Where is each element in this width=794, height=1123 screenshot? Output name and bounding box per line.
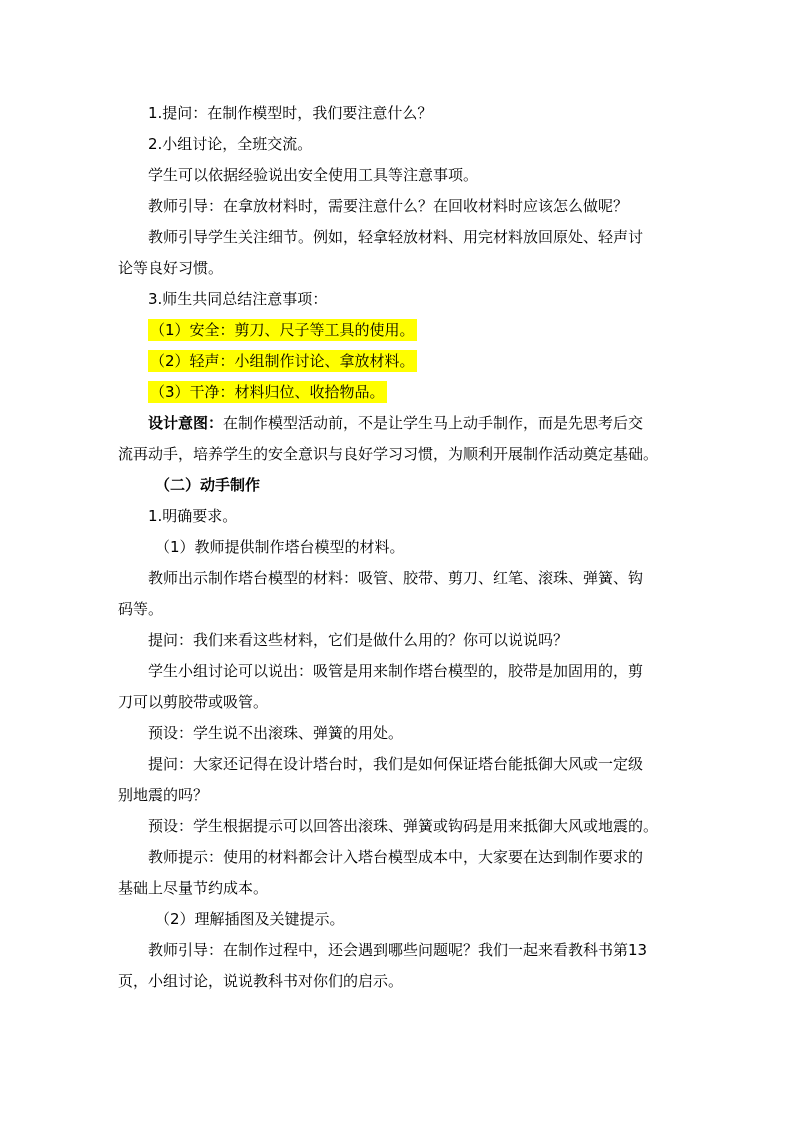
paragraph: 预设：学生根据提示可以回答出滚珠、弹簧或钩码是用来抵御大风或地震的。 bbox=[148, 817, 659, 835]
paragraph: 教师提示：使用的材料都会计入塔台模型成本中，大家要在达到制作要求的 bbox=[148, 848, 644, 866]
highlighted-item bbox=[118, 315, 678, 346]
paragraph-continuation: 流再动手，培养学生的安全意识与良好学习习惯，为顺利开展制作活动奠定基础。 bbox=[118, 445, 659, 463]
document-page bbox=[118, 98, 678, 997]
paragraph: 提问：我们来看这些材料，它们是做什么用的？你可以说说吗？ bbox=[148, 631, 569, 649]
paragraph: 教师引导学生关注细节。例如，轻拿轻放材料、用完材料放回原处、轻声讨 bbox=[148, 228, 644, 246]
highlighted-item bbox=[118, 377, 678, 408]
paragraph-continuation: 码等。 bbox=[118, 600, 164, 618]
design-intent-text: 在制作模型活动前，不是让学生马上动手制作，而是先思考后交 bbox=[223, 414, 644, 432]
paragraph: 2.小组讨论，全班交流。 bbox=[148, 135, 313, 153]
highlight-clean: （3）干净：材料归位、收拾物品。 bbox=[150, 383, 385, 401]
paragraph: 教师引导：在制作过程中，还会遇到哪些问题呢？我们一起来看教科书第13 bbox=[148, 941, 648, 959]
paragraph: 教师出示制作塔台模型的材料：吸管、胶带、剪刀、红笔、滚珠、弹簧、钩 bbox=[148, 569, 644, 587]
design-intent-label: 设计意图： bbox=[148, 414, 224, 432]
paragraph-continuation: 别地震的吗？ bbox=[118, 786, 209, 804]
paragraph-continuation: 论等良好习惯。 bbox=[118, 259, 224, 277]
paragraph: 1.提问：在制作模型时，我们要注意什么？ bbox=[148, 104, 433, 122]
paragraph: 学生小组讨论可以说出：吸管是用来制作塔台模型的，胶带是加固用的，剪 bbox=[148, 662, 644, 680]
paragraph-continuation: 基础上尽量节约成本。 bbox=[118, 879, 269, 897]
paragraph: 预设：学生说不出滚珠、弹簧的用处。 bbox=[148, 724, 404, 742]
paragraph: （2）理解插图及关键提示。 bbox=[155, 910, 345, 928]
paragraph: 教师引导：在拿放材料时，需要注意什么？在回收材料时应该怎么做呢？ bbox=[148, 197, 629, 215]
paragraph: （1）教师提供制作塔台模型的材料。 bbox=[155, 538, 405, 556]
paragraph: 提问：大家还记得在设计塔台时，我们是如何保证塔台能抵御大风或一定级 bbox=[148, 755, 644, 773]
highlight-safety: （1）安全：剪刀、尺子等工具的使用。 bbox=[150, 321, 415, 339]
highlighted-item bbox=[118, 346, 678, 377]
paragraph-continuation: 页，小组讨论，说说教科书对你们的启示。 bbox=[118, 972, 404, 990]
paragraph-continuation: 刀可以剪胶带或吸管。 bbox=[118, 693, 269, 711]
section-heading: （二）动手制作 bbox=[155, 476, 261, 494]
design-intent-paragraph bbox=[118, 408, 678, 439]
paragraph: 学生可以依据经验说出安全使用工具等注意事项。 bbox=[148, 166, 479, 184]
highlight-quiet: （2）轻声：小组制作讨论、拿放材料。 bbox=[150, 352, 415, 370]
paragraph: 1.明确要求。 bbox=[148, 507, 238, 525]
paragraph: 3.师生共同总结注意事项： bbox=[148, 290, 328, 308]
